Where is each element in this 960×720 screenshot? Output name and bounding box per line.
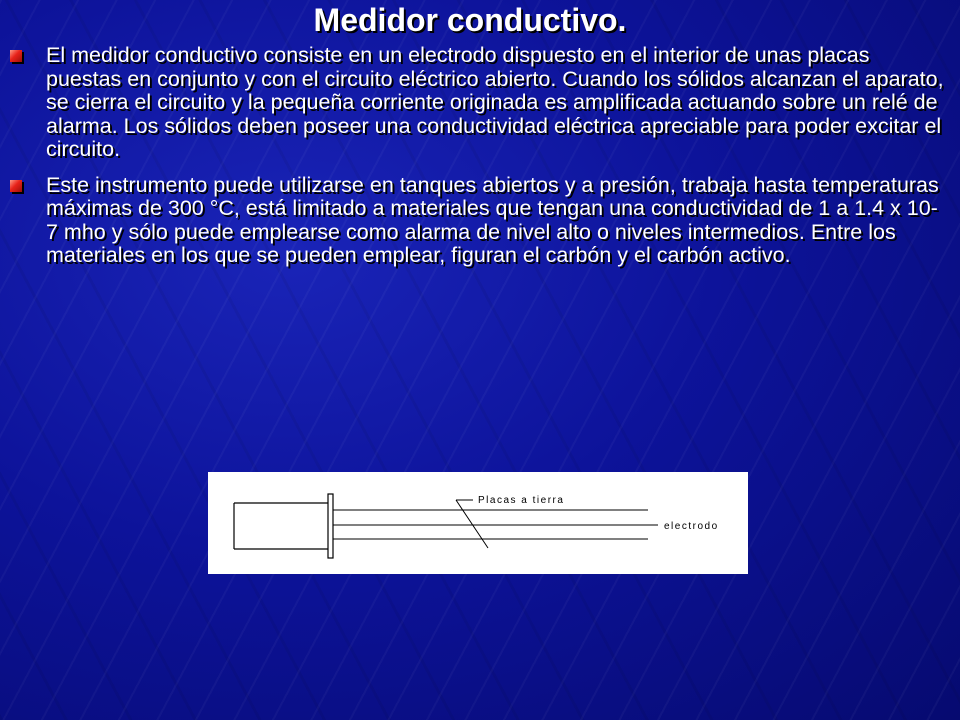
- diagram-drawing: [208, 472, 748, 574]
- plates-pointer-line: [456, 500, 488, 548]
- housing-outline: [234, 503, 328, 549]
- slide-title: Medidor conductivo.: [313, 2, 627, 38]
- bullet-text: El medidor conductivo consiste en un electrodo dispuesto en el interior de unas placas puestas en conjunto y con el circuito eléctrico abierto. Cuando los sólidos alcanzan el aparato, se cierra el circuito y la pequeña corriente originada es amplificada actuando sobre un relé de alarma. Los sólidos deben poseer una conductividad eléctrica apreciable para poder excitar el circuito.: [46, 43, 944, 161]
- conductive-meter-diagram: [208, 472, 748, 574]
- bullet-item: [8, 44, 948, 162]
- bullet-list: [8, 44, 948, 280]
- bullet-text: Este instrumento puede utilizarse en tanques abiertos y a presión, trabaja hasta temperaturas máximas de 300 °C, está limitado a materiales que tengan una conductividad de 1 a 1.4 x 10-7 mho y sólo puede emplearse como alarma de nivel alto o niveles intermedios. Entre los materiales en los que se pueden emplear, figuran el carbón y el carbón activo.: [46, 172, 939, 267]
- electrode-label: electrodo: [664, 521, 719, 532]
- bullet-item: [8, 174, 948, 268]
- square-bullet-icon: [10, 180, 22, 192]
- square-bullet-icon: [10, 50, 22, 62]
- plates-label: Placas a tierra: [478, 495, 565, 506]
- flange-plate: [328, 494, 333, 558]
